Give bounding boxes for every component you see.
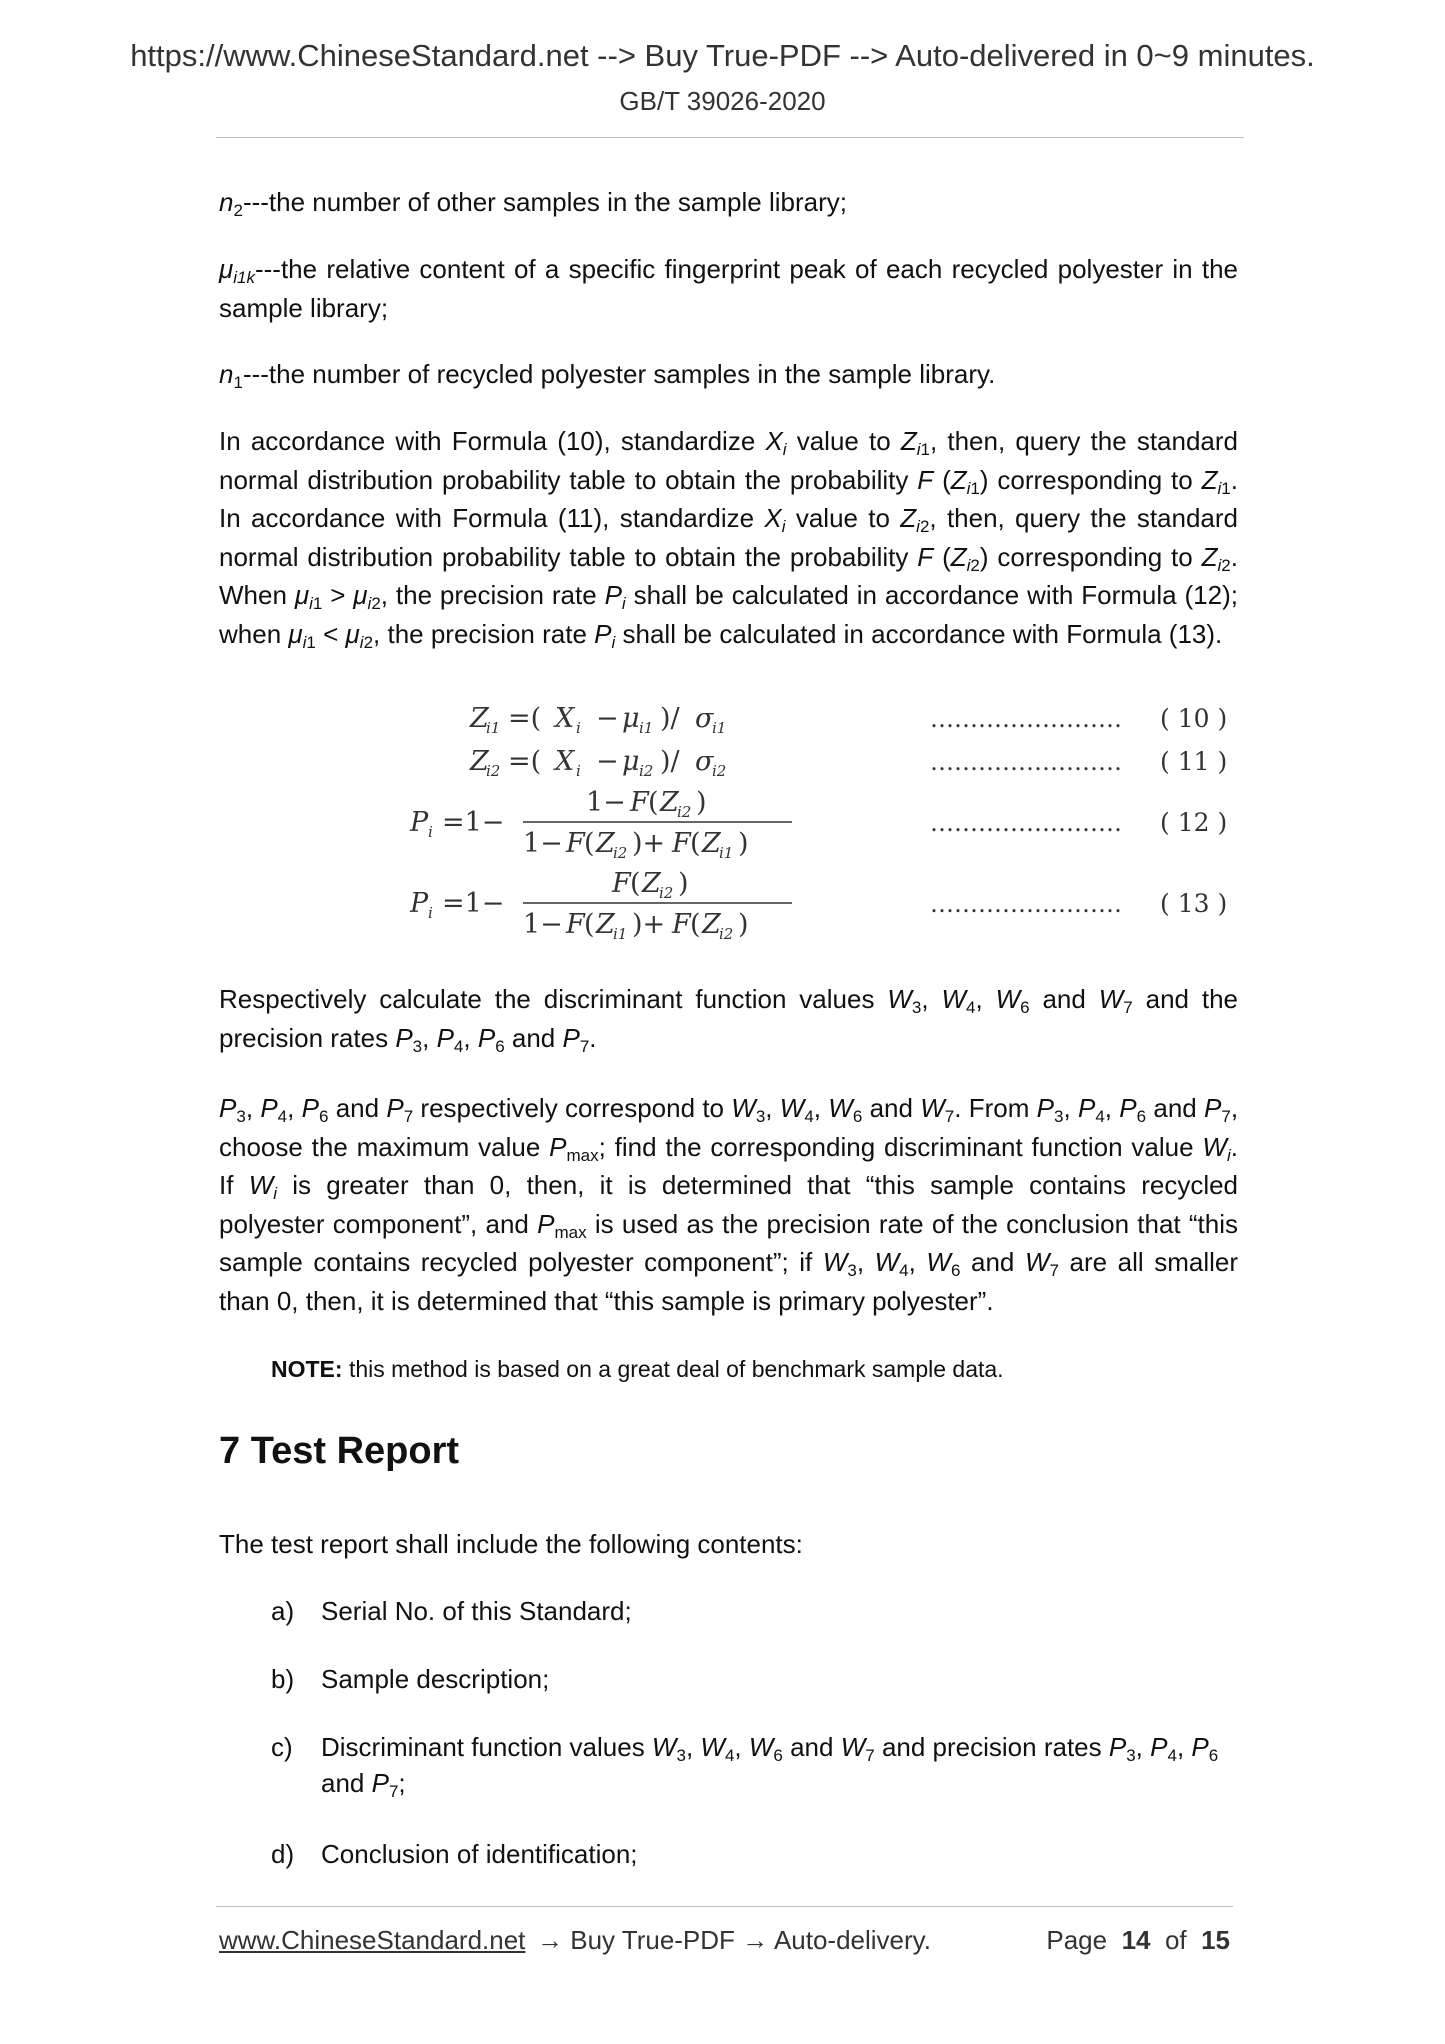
list-item-text: Discriminant function values $W_3$, $W_4$, $W_6$ and $W_7$ and precision rates $P_3$, $P_4$, $P_6$ and $P_7$;: [321, 1732, 1219, 1801]
definition-n1: $n_1--$-the number of recycled polyester samples in the sample library.: [219, 359, 996, 392]
svg-text:F: F: [566, 909, 585, 940]
svg-text:=1−: =1−: [442, 807, 505, 838]
svg-text:X: X: [555, 746, 575, 777]
svg-text:……………………: ……………………: [930, 748, 1122, 776]
note: [271, 1352, 1231, 1386]
svg-text:)+: )+: [632, 909, 666, 940]
svg-text:F: F: [566, 828, 585, 859]
svg-text:Z: Z: [702, 909, 721, 940]
svg-text:μ: μ: [622, 703, 640, 734]
svg-text:i1: i1: [712, 719, 727, 737]
svg-text:i2: i2: [613, 844, 628, 862]
svg-text:): ): [696, 787, 707, 818]
svg-text:( 11 ): ( 11 ): [1160, 747, 1228, 776]
svg-text:i2: i2: [719, 925, 734, 943]
svg-text:X: X: [555, 703, 575, 734]
formula-block: [380, 690, 1250, 950]
svg-text:Z: Z: [470, 703, 489, 734]
svg-text:P: P: [410, 888, 429, 919]
svg-text:F: F: [612, 868, 631, 899]
svg-text:……………………: ……………………: [930, 890, 1122, 918]
note-text: this method is based on a great deal of benchmark sample data.: [342, 1356, 1004, 1382]
definition-n2: $n_2--$-the number of other samples in the sample library;: [219, 187, 847, 220]
formula-13: [409, 868, 1227, 943]
calculation-paragraph: Respectively calculate the discriminant function values $W_3$, $W_4$, $W_6$ and $W_7$ and the precision rates $P_3$, $P_4$, $P_6$ and $P_7$.: [219, 984, 1239, 1056]
svg-text:……………………: ……………………: [930, 705, 1122, 733]
decision-paragraph: $P_3$, $P_4$, $P_6$ and $P_7$ respectively correspond to $W_3$, $W_4$, $W_6$ and $W_7$. From $P_3$, $P_4$, $P_6$ and $P_7$, choose the maximum value $P_{max}$; find the corresponding discriminant function value $W_i$. If $W_i$ is greater than 0, then, it is determined that “this sample contains recycled polyester component”, and $P_{max}$ is used as the precision rate of the conclusion that “this sample contains recycled polyester component”; if $W_3$, $W_4$, $W_6$ and $W_7$ are all smaller than 0, then, it is determined that “this sample is primary polyester”.: [219, 1093, 1239, 1316]
svg-text:(: (: [690, 909, 701, 940]
svg-text:i1: i1: [719, 844, 734, 862]
list-item-text: Conclusion of identification;: [321, 1839, 638, 1869]
svg-text:(: (: [690, 828, 701, 859]
formula-10: [469, 703, 1227, 737]
svg-text:(: (: [630, 868, 641, 899]
footer-tagline: → Buy True-PDF → Auto-delivery.: [537, 1925, 931, 1955]
svg-text:Z: Z: [596, 828, 615, 859]
svg-text:): ): [738, 909, 749, 940]
svg-text:( 10 ): ( 10 ): [1160, 704, 1228, 733]
svg-text:P: P: [410, 807, 429, 838]
svg-text:i: i: [576, 762, 581, 780]
svg-text:i2: i2: [677, 803, 692, 821]
list-item-label: a): [271, 1596, 295, 1626]
svg-text:)+: )+: [632, 828, 666, 859]
svg-text:1−: 1−: [523, 909, 563, 940]
svg-text:F: F: [672, 909, 691, 940]
svg-text:−: −: [596, 703, 619, 734]
svg-text:( 13 ): ( 13 ): [1160, 889, 1228, 918]
svg-text:μ: μ: [622, 746, 640, 777]
svg-text:( 12 ): ( 12 ): [1160, 808, 1228, 837]
header-divider: [216, 137, 1244, 138]
svg-text:=(: =(: [508, 746, 542, 777]
svg-text:σ: σ: [695, 703, 714, 734]
svg-text:i: i: [428, 823, 433, 841]
page-indicator: Page 14 of 15: [1046, 1925, 1230, 1955]
note-label: NOTE:: [271, 1356, 343, 1382]
list-item-label: d): [271, 1839, 295, 1869]
definition-mu-i1k: $\mu_{i1k}--$-the relative content of a specific fingerprint peak of each recycled polyester in the sample library;: [219, 254, 1238, 323]
svg-text:1−: 1−: [523, 828, 563, 859]
svg-text:……………………: ……………………: [930, 809, 1122, 837]
list-item-text: Serial No. of this Standard;: [321, 1596, 632, 1626]
standardization-paragraph: In accordance with Formula (10), standardize $X_i$ value to $Z_{i1}$, then, query the standard normal distribution probability table to obtain the probability F $(Z_{i1})$ corresponding to $Z_{i1}$. In accordance with Formula (11), standardize $X_i$ value to $Z_{i2}$, then, query the standard normal distribution probability table to obtain the probability F $(Z_{i2})$ corresponding to $Z_{i2}$. When $\mu_{i1} > \mu_{i2}$, the precision rate $P_i$ shall be calculated in accordance with Formula (12); when $\mu_{i1} < \mu_{i2}$, the precision rate $P_i$ shall be calculated in accordance with Formula (13).: [219, 426, 1239, 652]
svg-text:F: F: [672, 828, 691, 859]
svg-text:F: F: [630, 787, 649, 818]
svg-text:Z: Z: [470, 746, 489, 777]
svg-text:i2: i2: [712, 762, 727, 780]
svg-text:Z: Z: [702, 828, 721, 859]
svg-text:i2: i2: [659, 884, 674, 902]
svg-text:=(: =(: [508, 703, 542, 734]
svg-text:(: (: [584, 909, 595, 940]
svg-text:i1: i1: [486, 719, 501, 737]
section-heading: 7 Test Report: [219, 1430, 460, 1472]
svg-text:): ): [738, 828, 749, 859]
svg-text:)/: )/: [660, 703, 680, 734]
svg-text:σ: σ: [695, 746, 714, 777]
list-item-label: b): [271, 1664, 295, 1694]
formula-11: [469, 746, 1227, 780]
svg-text:Z: Z: [642, 868, 661, 899]
svg-text:1−: 1−: [586, 787, 626, 818]
svg-text:Z: Z: [660, 787, 679, 818]
svg-text:i: i: [428, 904, 433, 922]
list-item-text: Sample description;: [321, 1664, 550, 1694]
section-intro: The test report shall include the following contents:: [219, 1529, 803, 1559]
svg-text:i: i: [576, 719, 581, 737]
svg-text:(: (: [584, 828, 595, 859]
svg-text:i2: i2: [639, 762, 654, 780]
footer-divider: [216, 1906, 1233, 1907]
svg-text:)/: )/: [660, 746, 680, 777]
svg-text:i1: i1: [639, 719, 654, 737]
svg-text:): ): [678, 868, 689, 899]
footer-link[interactable]: www.ChineseStandard.net: [219, 1925, 526, 1955]
svg-text:Z: Z: [596, 909, 615, 940]
svg-text:i2: i2: [486, 762, 501, 780]
svg-text:(: (: [648, 787, 659, 818]
header-banner: https://www.ChineseStandard.net --> Buy True-PDF --> Auto-delivered in 0~9 minutes.: [130, 38, 1315, 73]
formula-12: [409, 787, 1227, 862]
svg-text:−: −: [596, 746, 619, 777]
document-id: GB/T 39026-2020: [619, 86, 826, 116]
svg-text:=1−: =1−: [442, 888, 505, 919]
svg-text:i1: i1: [613, 925, 628, 943]
list-item-label: c): [271, 1732, 293, 1762]
